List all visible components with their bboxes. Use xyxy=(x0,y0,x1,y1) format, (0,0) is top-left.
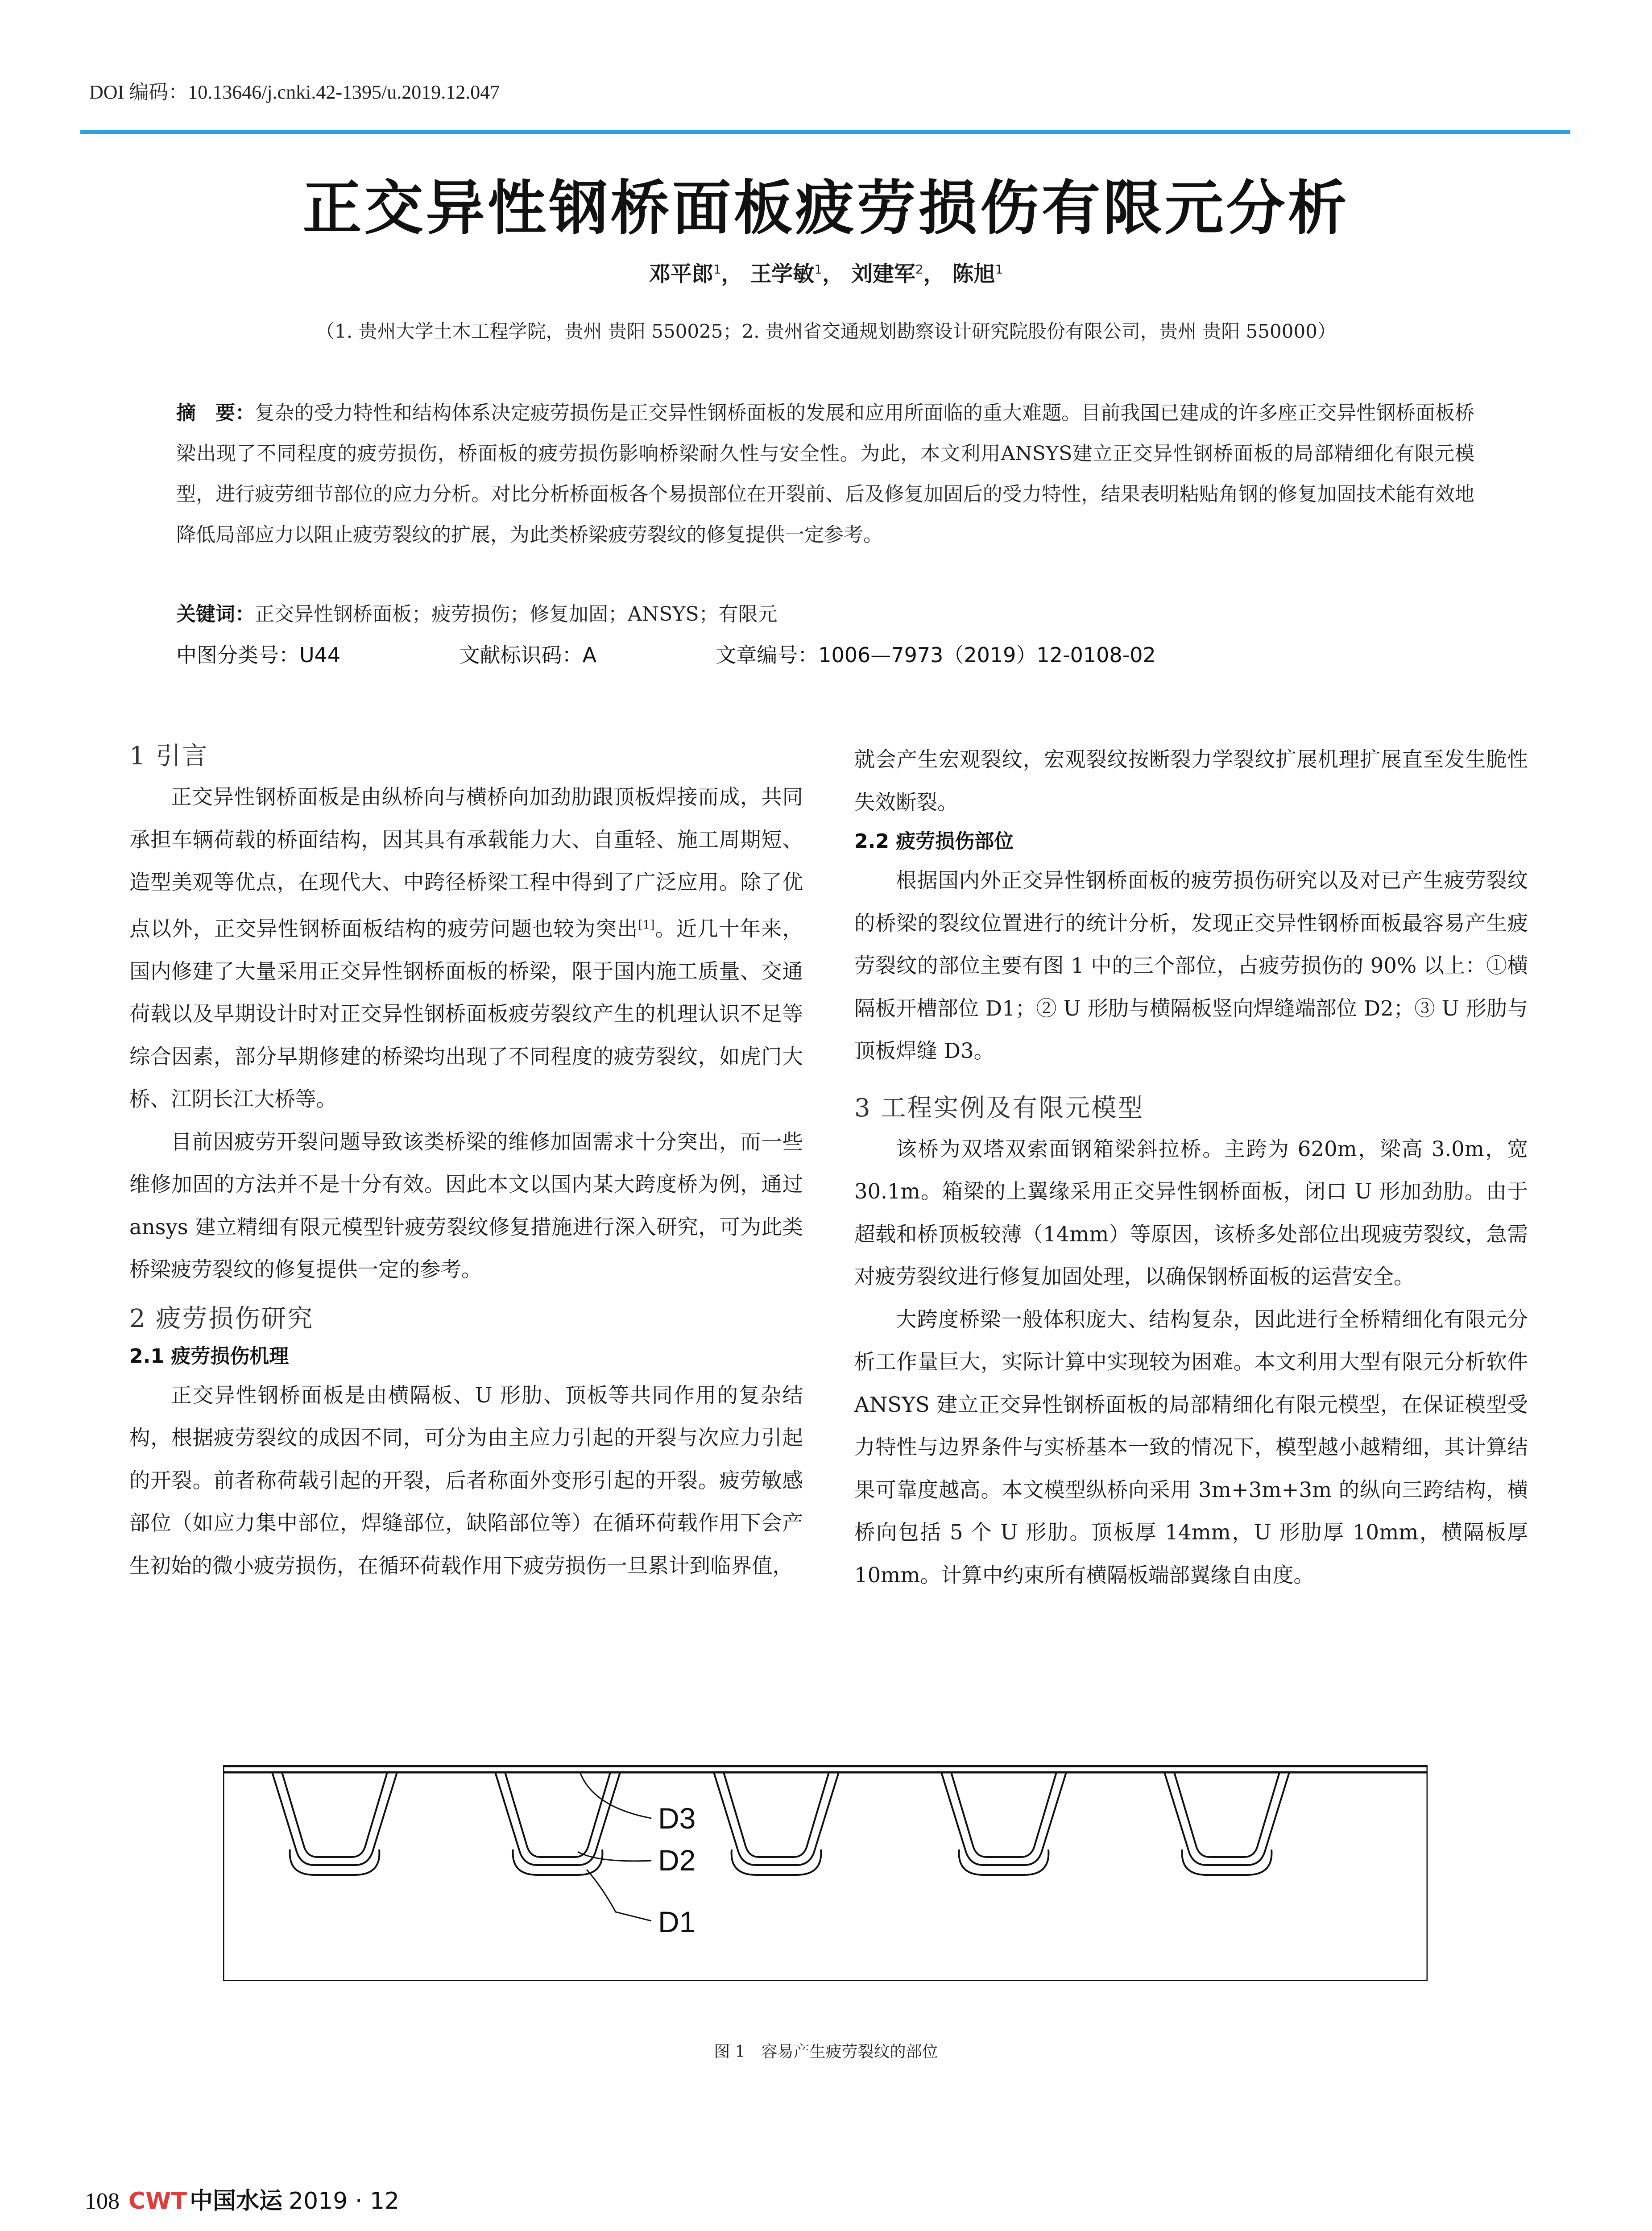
u-rib xyxy=(1164,1772,1289,1865)
u-rib-inner xyxy=(505,1772,610,1857)
author-name: 王学敏 xyxy=(750,261,815,286)
journal-name: 中国水运 xyxy=(190,2188,283,2214)
page-number: 108 xyxy=(85,2189,120,2214)
classification-line xyxy=(176,639,1156,668)
journal-issue: 2019 · 12 xyxy=(289,2188,400,2214)
author-name: 陈旭 xyxy=(952,261,995,286)
top-plate xyxy=(223,1766,1428,1772)
author-affil-mark: 1 xyxy=(713,262,721,277)
author-list xyxy=(0,257,1652,287)
author-separator: ， xyxy=(721,261,743,286)
leader-line-d1 xyxy=(587,1870,651,1921)
keywords-label: 关键词： xyxy=(176,603,255,626)
paragraph xyxy=(129,776,803,1121)
u-rib xyxy=(272,1772,397,1865)
affiliations: （1. 贵州大学土木工程学院，贵州 贵阳 550025；2. 贵州省交通规划勘察设计研究院股份有限公司，贵州 贵阳 550000） xyxy=(316,320,1336,342)
keywords-text: 正交异性钢桥面板；疲劳损伤；修复加固；ANSYS；有限元 xyxy=(255,603,778,626)
doi-line: DOI 编码：10.13646/j.cnki.42-1395/u.2019.12.047 xyxy=(89,81,500,103)
article-number: 文章编号：1006—7973（2019）12-0108-02 xyxy=(716,643,1156,667)
author-affil-mark: 2 xyxy=(915,262,923,277)
leader-line-d2 xyxy=(578,1852,651,1861)
u-rib-inner xyxy=(951,1772,1056,1857)
subsection-heading: 2.2 疲劳损伤部位 xyxy=(854,830,1014,853)
author-name: 邓平郎 xyxy=(649,261,713,286)
author-separator: ， xyxy=(822,261,844,286)
journal-brand: CWT xyxy=(128,2188,187,2214)
keywords xyxy=(176,598,1474,626)
body-column-left xyxy=(129,738,803,1587)
u-rib-inner xyxy=(282,1772,387,1857)
diaphragm-outline xyxy=(223,1772,1428,1981)
paragraph: 目前因疲劳开裂问题导致该类桥梁的维修加固需求十分突出，而一些维修加固的方法并不是十分有效。因此本文以国内某大跨度桥为例，通过 ansys 建立精细有限元模型针疲劳裂纹修复措施进行深入研究，可为此类桥梁疲劳裂纹的修复提供一定的参考。 xyxy=(129,1129,803,1281)
paragraph: 正交异性钢桥面板是由横隔板、U 形肋、顶板等共同作用的复杂结构，根据疲劳裂纹的成因不同，可分为由主应力引起的开裂与次应力引起的开裂。前者称荷载引起的开裂，后者称面外变形引起的开裂。疲劳敏感部位（如应力集中部位，焊缝部位，缺陷部位等）在循环荷载作用下会产生初始的微小疲劳损伤，在循环荷载作用下疲劳损伤一旦累计到临界值， xyxy=(129,1383,803,1578)
figure-deck-cross-section xyxy=(223,1758,1428,1981)
paragraph: 就会产生宏观裂纹，宏观裂纹按断裂力学裂纹扩展机理扩展直至发生脆性失效断裂。 xyxy=(854,747,1528,814)
u-rib xyxy=(714,1772,839,1865)
abstract-label: 摘 要： xyxy=(176,402,255,424)
author-name: 刘建军 xyxy=(851,261,915,286)
paper-title: 正交异性钢桥面板疲劳损伤有限元分析 xyxy=(302,174,1350,243)
paragraph-text: 正交异性钢桥面板是由纵桥向与横桥向加劲肋跟顶板焊接而成，共同承担车辆荷载的桥面结构，因其具有承载能力大、自重轻、施工周期短、造型美观等优点，在现代大、中跨径桥梁工程中得到了广泛应用。除了优点以外，正交异性钢桥面板结构的疲劳问题也较为突出 xyxy=(129,785,803,941)
abstract-text: 复杂的受力特性和结构体系决定疲劳损伤是正交异性钢桥面板的发展和应用所面临的重大难题。目前我国已建成的许多座正交异性钢桥面板桥梁出现了不同程度的疲劳损伤，桥面板的疲劳损伤影响桥梁耐久性与安全性。为此，本文利用ANSYS建立正交异性钢桥面板的局部精细化有限元模型，进行疲劳细节部位的应力分析。对比分析桥面板各个易损部位在开裂前、后及修复加固后的受力特性，结果表明粘贴角钢的修复加固技术能有效地降低局部应力以阻止疲劳裂纹的扩展，为此类桥梁疲劳裂纹的修复提供一定参考。 xyxy=(176,402,1474,546)
u-rib-inner xyxy=(724,1772,829,1857)
section-heading: 1 引言 xyxy=(129,742,209,771)
u-rib xyxy=(941,1772,1066,1865)
author-separator: ， xyxy=(923,261,945,286)
clc-number: 中图分类号：U44 xyxy=(176,643,341,667)
label-d2: D2 xyxy=(658,1844,696,1877)
author-affil-mark: 1 xyxy=(814,262,823,277)
subsection-heading: 2.1 疲劳损伤机理 xyxy=(129,1344,289,1368)
section-heading: 2 疲劳损伤研究 xyxy=(129,1304,314,1333)
paragraph: 根据国内外正交异性钢桥面板的疲劳损伤研究以及对已产生疲劳裂纹的桥梁的裂纹位置进行的统计分析，发现正交异性钢桥面板最容易产生疲劳裂纹的部位主要有图 1 中的三个部位，占疲劳损伤的 90% 以上：①横隔板开槽部位 D1；② U 形肋与横隔板竖向焊缝端部位 D2；③ U 形肋与顶板焊缝 D3。 xyxy=(854,868,1528,1063)
paragraph-text: 。近几十年来，国内修建了大量采用正交异性钢桥面板的桥梁，限于国内施工质量、交通荷载以及早期设计时对正交异性钢桥面板疲劳裂纹产生的机理认识不足等综合因素，部分早期修建的桥梁均出现了不同程度的疲劳裂纹，如虎门大桥、江阴长江大桥等。 xyxy=(129,916,803,1111)
u-rib xyxy=(495,1772,620,1865)
label-d3: D3 xyxy=(658,1802,696,1835)
author-affil-mark: 1 xyxy=(995,262,1003,277)
document-code: 文献标识码：A xyxy=(459,643,597,667)
abstract xyxy=(176,393,1474,555)
u-rib-inner xyxy=(1174,1772,1279,1857)
paragraph: 该桥为双塔双索面钢箱梁斜拉桥。主跨为 620m，梁高 3.0m，宽 30.1m。箱梁的上翼缘采用正交异性钢桥面板，闭口 U 形加劲肋。由于超载和桥顶板较薄（14mm）等原因，该桥多处部位出现疲劳裂纹，急需对疲劳裂纹进行修复加固处理，以确保钢桥面板的运营安全。 xyxy=(854,1136,1528,1289)
paragraph: 大跨度桥梁一般体积庞大、结构复杂，因此进行全桥精细化有限元分析工作量巨大，实际计算中实现较为困难。本文利用大型有限元分析软件 ANSYS 建立正交异性钢桥面板的局部精细化有限元模型，在保证模型受力特性与边界条件与实桥基本一致的情况下，模型越小越精细，其计算结果可靠度越高。本文模型纵桥向采用 3m+3m+3m 的纵向三跨结构，横桥向包括 5 个 U 形肋。顶板厚 14mm，U 形肋厚 10mm，横隔板厚 10mm。计算中约束所有横隔板端部翼缘自由度。 xyxy=(854,1307,1528,1587)
body-column-right xyxy=(854,738,1528,1597)
page-footer xyxy=(85,2182,399,2215)
leader-line-d3 xyxy=(580,1772,651,1818)
label-d1: D1 xyxy=(658,1905,696,1938)
section-heading: 3 工程实例及有限元模型 xyxy=(854,1093,1144,1123)
citation-ref: [1] xyxy=(638,918,655,932)
figure-caption: 图 1 容易产生疲劳裂纹的部位 xyxy=(714,2043,938,2061)
header-rule xyxy=(80,130,1570,134)
